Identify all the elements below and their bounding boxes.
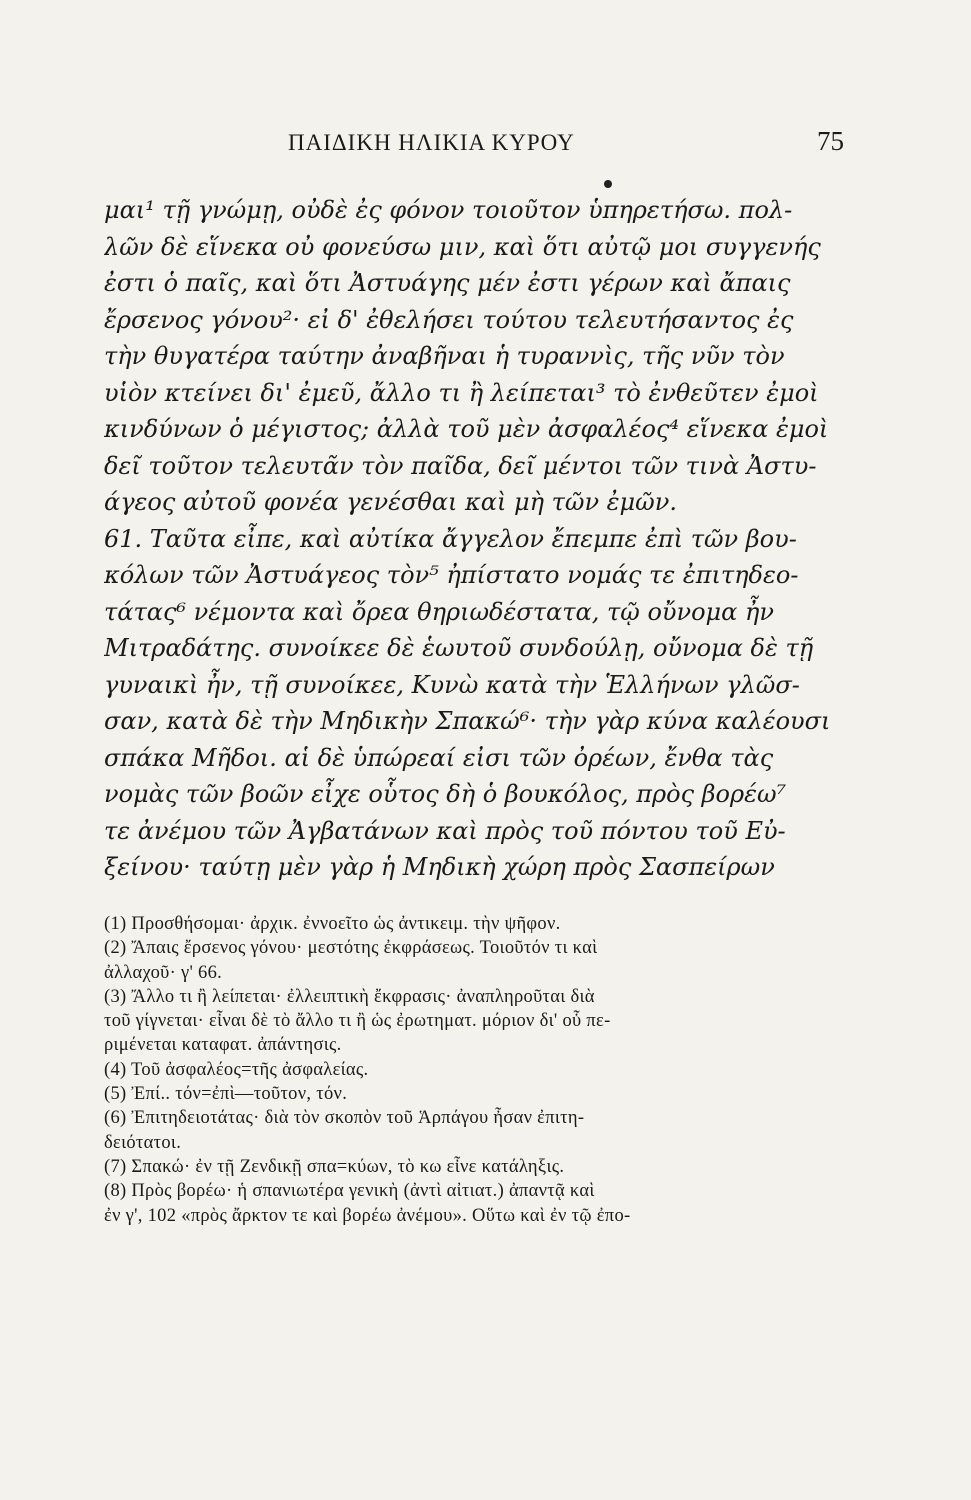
- page-number: 75: [817, 126, 844, 156]
- text-line: σπάκα Μῆδοι. αἱ δὲ ὑπώρεαί εἰσι τῶν ὀρέων, ἔνθα τὰς: [104, 743, 774, 772]
- footnote-line: ἐν γ', 102 «πρὸς ἄρκτον τε καὶ βορέω ἀνέμου». Οὕτω καὶ ἐν τῷ ἐπο-: [104, 1205, 631, 1226]
- footnote-line: (8) Πρὸς βορέω· ἡ σπανιωτέρα γενικὴ (ἀντὶ αἰτιατ.) ἀπαντᾷ καὶ: [104, 1181, 595, 1202]
- text-line: 61. Ταῦτα εἶπε, καὶ αὐτίκα ἄγγελον ἔπεμπε ἐπὶ τῶν βου-: [104, 524, 797, 553]
- text-line: τὴν θυγατέρα ταύτην ἀναβῆναι ἡ τυραννὶς, τῆς νῦν τὸν: [104, 342, 785, 370]
- footnote-line: (6) Ἐπιτηδειοτάτας· διὰ τὸν σκοπὸν τοῦ Ἁρπάγου ἦσαν ἐπιτη-: [104, 1108, 585, 1129]
- footnote-line: τοῦ γίγνεται· εἶναι δὲ τὸ ἄλλο τι ἢ ὡς ἐρωτηματ. μόριον δι' οὗ πε-: [104, 1011, 611, 1032]
- text-line: ξείνου· ταύτῃ μὲν γὰρ ἡ Μηδικὴ χώρη πρὸς Σασπείρων: [104, 853, 775, 881]
- text-line: τε ἀνέμου τῶν Ἀγβατάνων καὶ πρὸς τοῦ πόντου τοῦ Εὐ-: [104, 816, 786, 845]
- text-line: κινδύνων ὁ μέγιστος; ἀλλὰ τοῦ μὲν ἀσφαλέος⁴ εἵνεκα ἐμοὶ: [104, 415, 829, 443]
- printer-mark: [604, 180, 612, 188]
- running-head-title: ΠΑΙΔΙΚΗ ΗΛΙΚΙΑ ΚΥΡΟΥ: [288, 130, 575, 155]
- footnote-line: δειότατοι.: [104, 1132, 182, 1153]
- text-line: Μιτραδάτης. συνοίκεε δὲ ἑωυτοῦ συνδούλῃ, οὔνομα δὲ τῇ: [104, 634, 814, 662]
- text-line: σαν, κατὰ δὲ τὴν Μηδικὴν Σπακώ⁶· τὴν γὰρ κύνα καλέουσι: [104, 707, 831, 735]
- text-line: γυναικὶ ἦν, τῇ συνοίκεε, Κυνὼ κατὰ τὴν Ἑλλήνων γλῶσ-: [104, 670, 800, 699]
- text-line: ἐστι ὁ παῖς, καὶ ὅτι Ἀστυάγης μέν ἐστι γέρων καὶ ἄπαις: [104, 269, 791, 297]
- text-line: άγεος αὐτοῦ φονέα γενέσθαι καὶ μὴ τῶν ἐμῶν.: [104, 488, 677, 516]
- text-line: λῶν δὲ εἵνεκα οὐ φονεύσω μιν, καὶ ὅτι αὐτῷ μοι συγγενής: [104, 232, 821, 261]
- text-line: κόλων τῶν Ἀστυάγεος τὸν⁵ ἠπίστατο νομάς τε ἐπιτηδεο-: [104, 561, 799, 589]
- text-line: νομὰς τῶν βοῶν εἶχε οὗτος δὴ ὁ βουκόλος, πρὸς βορέω⁷: [104, 780, 787, 808]
- text-line: υἱὸν κτείνει δι' ἐμεῦ, ἄλλο τι ἢ λείπεται³ τὸ ἐνθεῦτεν ἐμοὶ: [104, 378, 819, 407]
- text-line: μαι¹ τῇ γνώμῃ, οὐδὲ ἐς φόνον τοιοῦτον ὑπηρετήσω. πολ-: [104, 196, 793, 224]
- text-line: δεῖ τοῦτον τελευτᾶν τὸν παῖδα, δεῖ μέντοι τῶν τινὰ Ἀστυ-: [104, 451, 817, 480]
- footnote-line: (7) Σπακώ· ἐν τῇ Ζενδικῇ σπα=κύων, τὸ κω εἶνε κατάληξις.: [104, 1156, 565, 1177]
- footnote-line: (4) Τοῦ ἀσφαλέος=τῆς ἀσφαλείας.: [104, 1059, 369, 1080]
- footnotes: [104, 912, 852, 1228]
- footnote-line: ριμένεται καταφατ. ἀπάντησις.: [104, 1035, 342, 1056]
- text-line: ἔρσενος γόνου²· εἰ δ' ἐθελήσει τούτου τελευτήσαντος ἐς: [104, 305, 794, 334]
- running-head: [0, 126, 971, 160]
- footnote-line: (1) Προσθήσομαι· ἀρχικ. ἐννοεῖτο ὡς ἀντικειμ. τὴν ψῆφον.: [104, 914, 561, 934]
- text-line: τάτας⁶ νέμοντα καὶ ὄρεα θηριωδέστατα, τῷ οὔνομα ἦν: [104, 597, 774, 626]
- footnote-line: ἀλλαχοῦ· γ' 66.: [104, 962, 223, 983]
- main-text: [104, 192, 852, 886]
- footnote-line: (3) Ἄλλο τι ἢ λείπεται· ἐλλειπτικὴ ἔκφρασις· ἀναπληροῦται διὰ: [104, 986, 595, 1007]
- footnote-line: (2) Ἄπαις ἔρσενος γόνου· μεστότης ἐκφράσεως. Τοιοῦτόν τι καὶ: [104, 938, 598, 959]
- footnote-line: (5) Ἐπί.. τόν=ἐπὶ—τοῦτον, τόν.: [104, 1084, 348, 1105]
